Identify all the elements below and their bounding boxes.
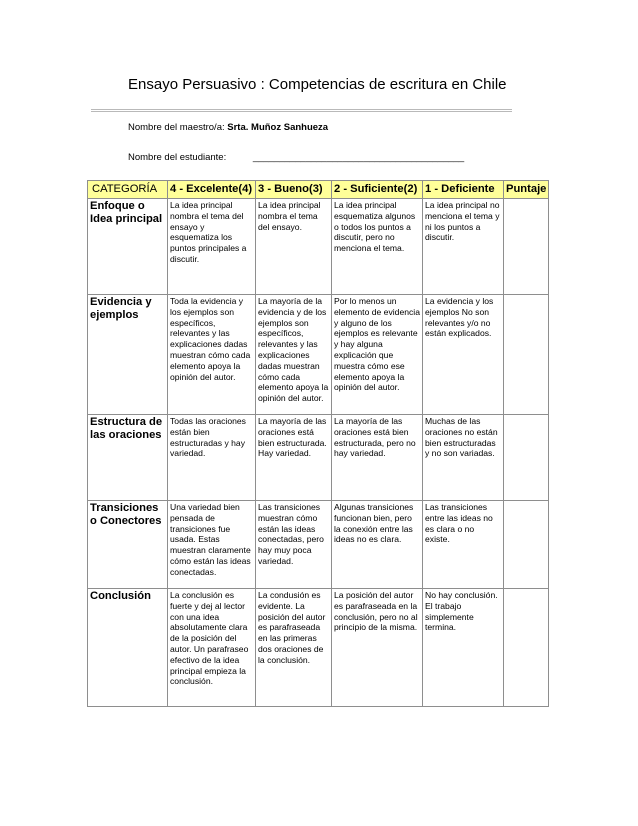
table-cell: No hay conclusión. El trabajo simplemente termina. [423,589,504,707]
score-cell [504,199,549,295]
table-cell: La evidencia y los ejemplos No son relevantes y/o no están explicados. [423,295,504,415]
table-row [88,295,549,415]
table-row [88,501,549,589]
table-cell: La idea principal nombra el tema del ensayo. [256,199,332,295]
header-puntaje: Puntaje [504,181,549,199]
table-row [88,199,549,295]
score-cell [504,589,549,707]
table-cell: La condusión es evidente. La posición del autor es parafraseada en las primeras dos oraciones de la conclusión. [256,589,332,707]
header-deficiente: 1 - Deficiente [423,181,504,199]
student-label: Nombre del estudiante: [128,152,227,163]
teacher-label: Nombre del maestro/a: [128,122,225,133]
title-divider [91,109,512,112]
student-line [128,152,464,163]
score-cell [504,295,549,415]
score-cell [504,415,549,501]
table-cell: Una variedad bien pensada de transiciones fue usada. Estas muestran claramente cómo están las ideas conectadas. [168,501,256,589]
row-category: Enfoque o Idea principal [88,199,168,295]
row-category: Estructura de las oraciones [88,415,168,501]
row-category: Transiciones o Conectores [88,501,168,589]
score-cell [504,501,549,589]
table-cell: La mayoría de la evidencia y de los ejemplos son específicos, relevantes y las explicaciones dadas muestran cómo cada elemento apoya la opinión del autor. [256,295,332,415]
table-cell: Por lo menos un elemento de evidencia y alguno de los ejemplos es relevante y hay alguna explicación que muestra cómo ese elemento apoya la opinión del autor. [332,295,423,415]
header-suficiente: 2 - Suficiente(2) [332,181,423,199]
table-cell: Las transiciones entre las ideas no es clara o no existe. [423,501,504,589]
student-name-blank: ________________________________________ [252,152,465,163]
table-cell: La idea principal nombra el tema del ensayo y esquematiza los puntos principales a discutir. [168,199,256,295]
rubric-table [87,180,549,707]
table-cell: Todas las oraciones están bien estructuradas y hay variedad. [168,415,256,501]
table-row [88,589,549,707]
table-cell: Muchas de las oraciones no están bien estructuradas y no son variadas. [423,415,504,501]
header-bueno: 3 - Bueno(3) [256,181,332,199]
document-title: Ensayo Persuasivo : Competencias de escritura en Chile [128,76,507,93]
table-cell: La posición del autor es parafraseada en la conclusión, pero no al principio de la misma. [332,589,423,707]
header-row [88,181,549,199]
table-cell: La mayoría de las oraciones está bien estructurada, pero no hay variedad. [332,415,423,501]
table-row [88,415,549,501]
table-cell: Toda la evidencia y los ejemplos son específicos, relevantes y las explicaciones dadas muestran cómo cada elemento apoya la opinión del autor. [168,295,256,415]
table-cell: La idea principal no menciona el tema y ni los puntos a discutir. [423,199,504,295]
table-cell: La idea principal esquematiza algunos o todos los puntos a discutir, pero no menciona el tema. [332,199,423,295]
row-category: Conclusión [88,589,168,707]
teacher-line [128,122,328,133]
header-excelente: 4 - Excelente(4) [168,181,256,199]
table-cell: Algunas transiciones funcionan bien, pero la conexión entre las ideas no es clara. [332,501,423,589]
table-cell: Las transiciones muestran cómo están las ideas conectadas, pero hay muy poca variedad. [256,501,332,589]
row-category: Evidencia y ejemplos [88,295,168,415]
header-categoria: CATEGORÍA [88,181,168,199]
table-cell: La mayoría de las oraciones está bien estructurada. Hay variedad. [256,415,332,501]
table-cell: La conclusión es fuerte y dej al lector con una idea absolutamente clara de la posición del autor. Un parafraseo efectivo de la idea principal empieza la conclusión. [168,589,256,707]
teacher-name: Srta. Muñoz Sanhueza [227,122,329,133]
